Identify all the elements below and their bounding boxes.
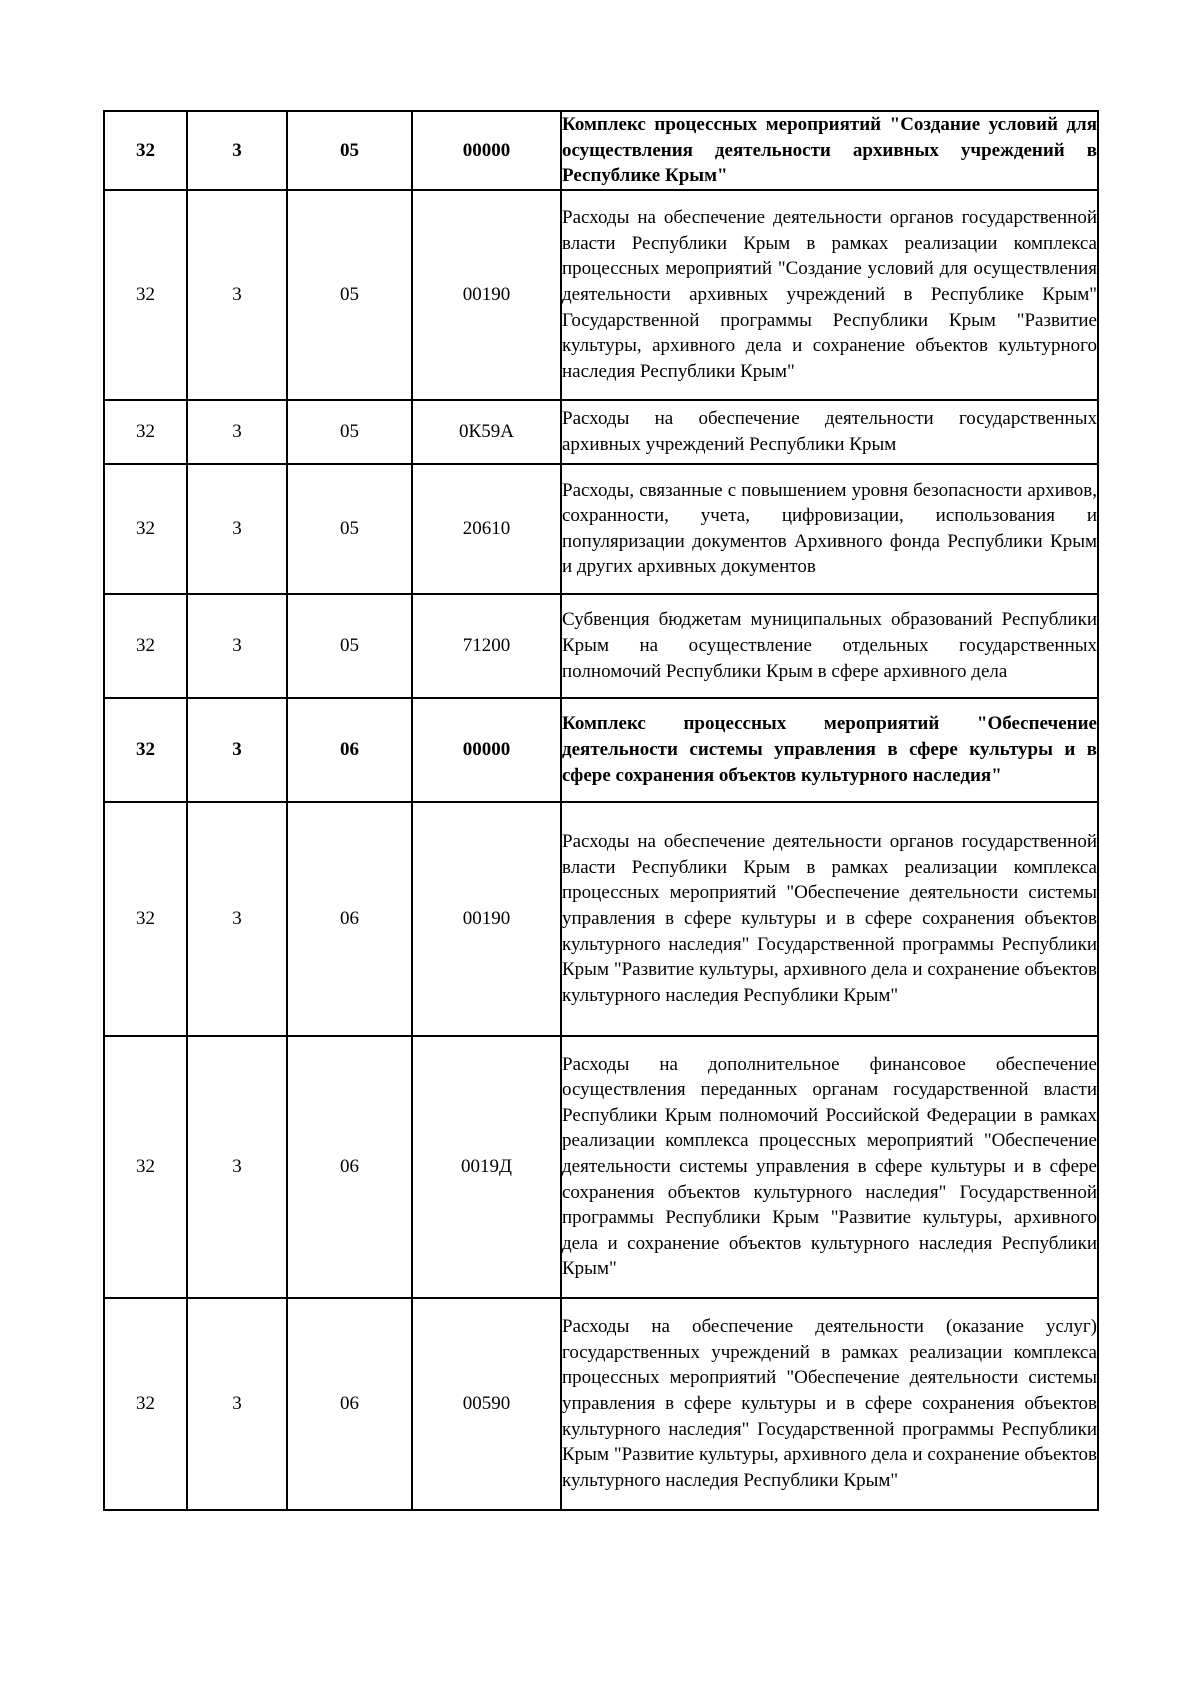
code-cell-4: 00190 (412, 190, 561, 400)
description-cell: Расходы на обеспечение деятельности государственных архивных учреждений Республики Крым (561, 400, 1098, 464)
table-row (104, 802, 1098, 1036)
code-cell-2: 3 (187, 400, 287, 464)
code-cell-2: 3 (187, 190, 287, 400)
code-cell-4: 0К59А (412, 400, 561, 464)
code-cell-1: 32 (104, 698, 187, 802)
code-cell-3: 05 (287, 400, 412, 464)
code-cell-1: 32 (104, 1298, 187, 1510)
code-cell-1: 32 (104, 594, 187, 698)
description-cell: Расходы на обеспечение деятельности органов государственной власти Республики Крым в рамках реализации комплекса процессных мероприятий "Обеспечение деятельности системы управления в сфере культуры и в сфере сохранения объектов культурного наследия" Государственной программы Республики Крым "Развитие культуры, архивного дела и сохранение объектов культурного наследия Республики Крым" (561, 802, 1098, 1036)
code-cell-3: 06 (287, 1036, 412, 1298)
code-cell-3: 05 (287, 594, 412, 698)
table-row (104, 1036, 1098, 1298)
table-row (104, 1298, 1098, 1510)
code-cell-3: 05 (287, 111, 412, 190)
code-cell-1: 32 (104, 400, 187, 464)
code-cell-1: 32 (104, 464, 187, 594)
code-cell-4: 00590 (412, 1298, 561, 1510)
code-cell-2: 3 (187, 594, 287, 698)
table-row (104, 464, 1098, 594)
code-cell-2: 3 (187, 1036, 287, 1298)
code-cell-3: 05 (287, 464, 412, 594)
description-cell: Расходы, связанные с повышением уровня безопасности архивов, сохранности, учета, цифровизации, использования и популяризации документов Архивного фонда Республики Крым и других архивных документов (561, 464, 1098, 594)
code-cell-4: 20610 (412, 464, 561, 594)
code-cell-3: 06 (287, 1298, 412, 1510)
code-cell-1: 32 (104, 111, 187, 190)
code-cell-3: 06 (287, 802, 412, 1036)
code-cell-1: 32 (104, 1036, 187, 1298)
code-cell-4: 0019Д (412, 1036, 561, 1298)
budget-classification-table (103, 110, 1099, 1511)
code-cell-4: 00190 (412, 802, 561, 1036)
code-cell-2: 3 (187, 698, 287, 802)
code-cell-4: 00000 (412, 111, 561, 190)
description-cell: Комплекс процессных мероприятий "Обеспечение деятельности системы управления в сфере культуры и в сфере сохранения объектов культурного наследия" (561, 698, 1098, 802)
table-row (104, 400, 1098, 464)
code-cell-1: 32 (104, 802, 187, 1036)
description-cell: Расходы на обеспечение деятельности (оказание услуг) государственных учреждений в рамках реализации комплекса процессных мероприятий "Обеспечение деятельности системы управления в сфере культуры и в сфере сохранения объектов культурного наследия" Государственной программы Республики Крым "Развитие культуры, архивного дела и сохранение объектов культурного наследия Республики Крым" (561, 1298, 1098, 1510)
code-cell-4: 00000 (412, 698, 561, 802)
code-cell-3: 06 (287, 698, 412, 802)
code-cell-1: 32 (104, 190, 187, 400)
description-cell: Субвенция бюджетам муниципальных образований Республики Крым на осуществление отдельных государственных полномочий Республики Крым в сфере архивного дела (561, 594, 1098, 698)
table-row (104, 190, 1098, 400)
code-cell-2: 3 (187, 1298, 287, 1510)
code-cell-2: 3 (187, 464, 287, 594)
table-row (104, 594, 1098, 698)
table-row (104, 111, 1098, 190)
description-cell: Расходы на обеспечение деятельности органов государственной власти Республики Крым в рамках реализации комплекса процессных мероприятий "Создание условий для осуществления деятельности архивных учреждений в Республике Крым" Государственной программы Республики Крым "Развитие культуры, архивного дела и сохранение объектов культурного наследия Республики Крым" (561, 190, 1098, 400)
code-cell-4: 71200 (412, 594, 561, 698)
code-cell-3: 05 (287, 190, 412, 400)
code-cell-2: 3 (187, 802, 287, 1036)
table-row (104, 698, 1098, 802)
description-cell: Комплекс процессных мероприятий "Создание условий для осуществления деятельности архивных учреждений в Республике Крым" (561, 111, 1098, 190)
code-cell-2: 3 (187, 111, 287, 190)
description-cell: Расходы на дополнительное финансовое обеспечение осуществления переданных органам государственной власти Республики Крым полномочий Российской Федерации в рамках реализации комплекса процессных мероприятий "Обеспечение деятельности системы управления в сфере культуры и в сфере сохранения объектов культурного наследия" Государственной программы Республики Крым "Развитие культуры, архивного дела и сохранение объектов культурного наследия Республики Крым" (561, 1036, 1098, 1298)
